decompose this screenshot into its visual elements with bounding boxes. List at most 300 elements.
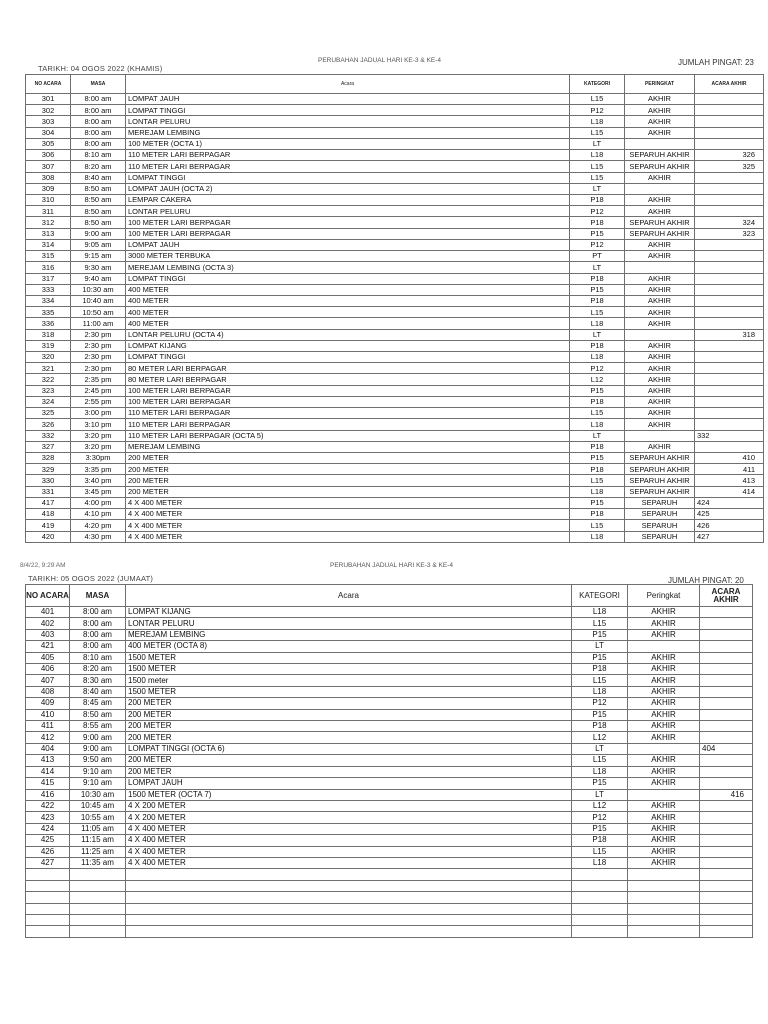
table-row	[26, 262, 764, 273]
kategori-cell	[572, 914, 628, 925]
no-acara-cell: 427	[26, 857, 70, 868]
acara-akhir-cell: 413	[695, 475, 764, 486]
kategori-cell: LT	[570, 262, 625, 273]
table-row	[26, 464, 764, 475]
peringkat-cell: AKHIR	[628, 686, 700, 697]
kategori-cell: P18	[572, 835, 628, 846]
peringkat-cell: AKHIR	[625, 127, 695, 138]
masa-cell: 8:10 am	[70, 652, 126, 663]
acara-cell: 4 X 400 METER	[126, 857, 572, 868]
kategori-cell: P12	[570, 206, 625, 217]
no-acara-cell: 409	[26, 698, 70, 709]
kategori-cell: LT	[572, 641, 628, 652]
table-row	[26, 116, 764, 127]
table-row	[26, 509, 764, 520]
peringkat-cell: AKHIR	[625, 172, 695, 183]
peringkat-cell: AKHIR	[625, 284, 695, 295]
kategori-cell: P18	[572, 664, 628, 675]
acara-cell: MEREJAM LEMBING (OCTA 3)	[126, 262, 570, 273]
masa-cell: 4:30 pm	[71, 531, 126, 542]
kategori-cell: L15	[570, 520, 625, 531]
masa-cell: 8:50 am	[71, 217, 126, 228]
acara-cell: LOMPAT TINGGI	[126, 352, 570, 363]
acara-cell: 100 METER LARI BERPAGAR	[126, 396, 570, 407]
kategori-cell: L15	[572, 675, 628, 686]
no-acara-cell: 320	[26, 352, 71, 363]
masa-cell	[70, 869, 126, 880]
masa-cell: 8:00 am	[70, 641, 126, 652]
acara-cell: LOMPAT TINGGI (OCTA 6)	[126, 743, 572, 754]
kategori-cell: L15	[570, 475, 625, 486]
peringkat-cell: AKHIR	[625, 340, 695, 351]
peringkat-cell: AKHIR	[625, 385, 695, 396]
masa-cell: 9:00 am	[71, 228, 126, 239]
table-row	[26, 150, 764, 161]
no-acara-cell: 419	[26, 520, 71, 531]
peringkat-cell: AKHIR	[625, 408, 695, 419]
masa-cell: 2:30 pm	[71, 329, 126, 340]
masa-cell: 8:40 am	[70, 686, 126, 697]
kategori-cell	[572, 926, 628, 937]
acara-cell: LONTAR PELURU (OCTA 4)	[126, 329, 570, 340]
acara-akhir-cell: 326	[695, 150, 764, 161]
kategori-cell: LT	[570, 138, 625, 149]
acara-cell: 1500 METER	[126, 652, 572, 663]
no-acara-cell: 303	[26, 116, 71, 127]
kategori-cell	[572, 903, 628, 914]
acara-akhir-cell	[695, 94, 764, 105]
page1-header-title: PERUBAHAN JADUAL HARI KE-3 & KE-4	[318, 57, 441, 64]
acara-akhir-cell	[700, 664, 753, 675]
table-row	[26, 408, 764, 419]
peringkat-cell: AKHIR	[625, 419, 695, 430]
acara-cell: LOMPAT JAUH	[126, 94, 570, 105]
masa-cell: 9:50 am	[70, 755, 126, 766]
kategori-cell: P18	[570, 217, 625, 228]
no-acara-cell: 304	[26, 127, 71, 138]
table-row	[26, 318, 764, 329]
kategori-cell: P15	[572, 823, 628, 834]
acara-akhir-cell	[700, 903, 753, 914]
col-header-acara: Acara	[126, 585, 572, 607]
kategori-cell: P12	[572, 812, 628, 823]
col-header-acara-akhir: ACARA AKHIR	[700, 585, 753, 607]
acara-akhir-cell	[695, 138, 764, 149]
peringkat-cell: AKHIR	[625, 273, 695, 284]
kategori-cell: L15	[572, 846, 628, 857]
page2-tarikh: TARIKH: 05 OGOS 2022 (JUMAAT)	[28, 574, 154, 583]
masa-cell: 8:00 am	[71, 105, 126, 116]
masa-cell: 8:55 am	[70, 721, 126, 732]
kategori-cell: P18	[570, 464, 625, 475]
acara-akhir-cell: 425	[695, 509, 764, 520]
kategori-cell: P18	[570, 340, 625, 351]
no-acara-cell: 334	[26, 295, 71, 306]
peringkat-cell: AKHIR	[625, 374, 695, 385]
no-acara-cell: 315	[26, 251, 71, 262]
peringkat-cell: AKHIR	[628, 800, 700, 811]
acara-cell: 4 X 400 METER	[126, 520, 570, 531]
masa-cell: 3:40 pm	[71, 475, 126, 486]
no-acara-cell: 325	[26, 408, 71, 419]
peringkat-cell: SEPARUH	[625, 497, 695, 508]
masa-cell: 9:10 am	[70, 766, 126, 777]
acara-akhir-cell	[700, 892, 753, 903]
acara-cell	[126, 869, 572, 880]
kategori-cell: L15	[572, 755, 628, 766]
acara-cell: LOMPAT TINGGI	[126, 105, 570, 116]
peringkat-cell	[625, 430, 695, 441]
acara-cell: 4 X 400 METER	[126, 846, 572, 857]
kategori-cell: P15	[572, 652, 628, 663]
no-acara-cell: 403	[26, 629, 70, 640]
no-acara-cell: 319	[26, 340, 71, 351]
acara-akhir-cell	[700, 675, 753, 686]
table-row	[26, 497, 764, 508]
no-acara-cell: 307	[26, 161, 71, 172]
masa-cell: 8:45 am	[70, 698, 126, 709]
acara-akhir-cell: 416	[700, 789, 753, 800]
table-row	[26, 618, 753, 629]
no-acara-cell: 336	[26, 318, 71, 329]
acara-cell: LOMPAT KIJANG	[126, 607, 572, 618]
kategori-cell: P15	[572, 709, 628, 720]
acara-akhir-cell	[695, 396, 764, 407]
peringkat-cell: AKHIR	[628, 709, 700, 720]
col-header-acara: Acara	[126, 75, 570, 94]
no-acara-cell: 420	[26, 531, 71, 542]
acara-cell: 200 METER	[126, 698, 572, 709]
acara-cell: 200 METER	[126, 721, 572, 732]
peringkat-cell: AKHIR	[625, 94, 695, 105]
table-row	[26, 273, 764, 284]
acara-akhir-cell	[700, 709, 753, 720]
masa-cell: 9:00 am	[70, 732, 126, 743]
acara-akhir-cell	[700, 926, 753, 937]
acara-cell: 80 METER LARI BERPAGAR	[126, 374, 570, 385]
peringkat-cell: AKHIR	[625, 206, 695, 217]
col-header-kategori: KATEGORI	[572, 585, 628, 607]
acara-akhir-cell	[700, 698, 753, 709]
table-row	[26, 641, 753, 652]
peringkat-cell: AKHIR	[625, 352, 695, 363]
no-acara-cell: 314	[26, 239, 71, 250]
peringkat-cell: AKHIR	[625, 194, 695, 205]
peringkat-cell: SEPARUH AKHIR	[625, 464, 695, 475]
peringkat-cell: SEPARUH AKHIR	[625, 453, 695, 464]
masa-cell: 3:45 pm	[71, 486, 126, 497]
acara-cell: 200 METER	[126, 766, 572, 777]
acara-akhir-cell	[700, 812, 753, 823]
peringkat-cell: AKHIR	[628, 664, 700, 675]
acara-akhir-cell	[695, 352, 764, 363]
no-acara-cell: 326	[26, 419, 71, 430]
kategori-cell: LT	[572, 743, 628, 754]
acara-cell	[126, 914, 572, 925]
acara-akhir-cell	[700, 607, 753, 618]
masa-cell: 8:50 am	[71, 194, 126, 205]
acara-cell	[126, 892, 572, 903]
acara-cell: 110 METER LARI BERPAGAR	[126, 408, 570, 419]
masa-cell: 9:05 am	[71, 239, 126, 250]
masa-cell: 8:00 am	[71, 127, 126, 138]
no-acara-cell: 331	[26, 486, 71, 497]
acara-akhir-cell	[695, 441, 764, 452]
table-row	[26, 138, 764, 149]
no-acara-cell: 330	[26, 475, 71, 486]
acara-akhir-cell	[700, 914, 753, 925]
peringkat-cell: AKHIR	[625, 307, 695, 318]
table-row	[26, 419, 764, 430]
kategori-cell: LT	[572, 789, 628, 800]
acara-cell: 400 METER (OCTA 8)	[126, 641, 572, 652]
acara-akhir-cell: 332	[695, 430, 764, 441]
masa-cell: 10:30 am	[71, 284, 126, 295]
peringkat-cell: SEPARUH AKHIR	[625, 150, 695, 161]
no-acara-cell: 333	[26, 284, 71, 295]
masa-cell: 3:30pm	[71, 453, 126, 464]
table-header-row	[26, 75, 764, 94]
masa-cell: 9:40 am	[71, 273, 126, 284]
no-acara-cell: 407	[26, 675, 70, 686]
masa-cell: 8:00 am	[71, 94, 126, 105]
acara-cell: 100 METER (OCTA 1)	[126, 138, 570, 149]
peringkat-cell: AKHIR	[625, 295, 695, 306]
peringkat-cell: AKHIR	[625, 105, 695, 116]
col-header-peringkat: PERINGKAT	[625, 75, 695, 94]
peringkat-cell: AKHIR	[628, 675, 700, 686]
masa-cell: 3:10 pm	[71, 419, 126, 430]
kategori-cell: L18	[572, 857, 628, 868]
peringkat-cell: AKHIR	[628, 778, 700, 789]
acara-cell: MEREJAM LEMBING	[126, 441, 570, 452]
peringkat-cell: SEPARUH	[625, 520, 695, 531]
no-acara-cell: 422	[26, 800, 70, 811]
no-acara-cell: 311	[26, 206, 71, 217]
masa-cell: 8:00 am	[71, 116, 126, 127]
kategori-cell: P18	[570, 396, 625, 407]
masa-cell: 8:00 am	[70, 618, 126, 629]
masa-cell: 11:35 am	[70, 857, 126, 868]
acara-cell: LOMPAT JAUH (OCTA 2)	[126, 183, 570, 194]
peringkat-cell: AKHIR	[628, 721, 700, 732]
table-row	[26, 486, 764, 497]
masa-cell: 2:45 pm	[71, 385, 126, 396]
masa-cell	[70, 903, 126, 914]
acara-akhir-cell	[695, 127, 764, 138]
acara-akhir-cell	[695, 273, 764, 284]
masa-cell: 9:00 am	[70, 743, 126, 754]
peringkat-cell: AKHIR	[628, 629, 700, 640]
table-row	[26, 857, 753, 868]
acara-cell: LOMPAT KIJANG	[126, 340, 570, 351]
peringkat-cell: AKHIR	[628, 766, 700, 777]
acara-cell: 200 METER	[126, 732, 572, 743]
no-acara-cell: 421	[26, 641, 70, 652]
table-row	[26, 732, 753, 743]
kategori-cell: L18	[570, 318, 625, 329]
table-row	[26, 441, 764, 452]
acara-akhir-cell	[700, 880, 753, 891]
no-acara-cell: 321	[26, 363, 71, 374]
peringkat-cell: SEPARUH AKHIR	[625, 161, 695, 172]
acara-cell: 4 X 400 METER	[126, 835, 572, 846]
acara-akhir-cell	[700, 778, 753, 789]
kategori-cell: L12	[572, 800, 628, 811]
peringkat-cell: AKHIR	[625, 396, 695, 407]
acara-cell: 80 METER LARI BERPAGAR	[126, 363, 570, 374]
masa-cell: 8:00 am	[70, 607, 126, 618]
masa-cell: 2:30 pm	[71, 352, 126, 363]
kategori-cell: P15	[572, 629, 628, 640]
table-row	[26, 105, 764, 116]
table-row	[26, 385, 764, 396]
acara-akhir-cell	[695, 419, 764, 430]
table-row	[26, 352, 764, 363]
masa-cell: 2:35 pm	[71, 374, 126, 385]
table-row	[26, 892, 753, 903]
table-row	[26, 755, 753, 766]
peringkat-cell: AKHIR	[628, 732, 700, 743]
table-row	[26, 743, 753, 754]
table-row	[26, 127, 764, 138]
table-row	[26, 396, 764, 407]
acara-cell: LONTAR PELURU	[126, 116, 570, 127]
no-acara-cell: 417	[26, 497, 71, 508]
no-acara-cell: 313	[26, 228, 71, 239]
table-row	[26, 926, 753, 937]
acara-cell: 4 X 400 METER	[126, 497, 570, 508]
kategori-cell: L18	[572, 686, 628, 697]
kategori-cell: P18	[570, 194, 625, 205]
peringkat-cell: AKHIR	[625, 441, 695, 452]
kategori-cell: L18	[570, 486, 625, 497]
kategori-cell: L18	[570, 116, 625, 127]
no-acara-cell: 323	[26, 385, 71, 396]
acara-cell	[126, 926, 572, 937]
acara-cell: 4 X 400 METER	[126, 509, 570, 520]
table-row	[26, 172, 764, 183]
acara-akhir-cell	[700, 846, 753, 857]
col-header-no-acara: NO ACARA	[26, 585, 70, 607]
kategori-cell: L12	[570, 374, 625, 385]
table-row	[26, 363, 764, 374]
peringkat-cell: SEPARUH AKHIR	[625, 475, 695, 486]
acara-cell: 4 X 200 METER	[126, 800, 572, 811]
acara-akhir-cell	[695, 206, 764, 217]
kategori-cell: P12	[570, 363, 625, 374]
table-row	[26, 823, 753, 834]
peringkat-cell	[628, 789, 700, 800]
acara-cell: 400 METER	[126, 295, 570, 306]
table-row	[26, 430, 764, 441]
no-acara-cell: 310	[26, 194, 71, 205]
no-acara-cell: 402	[26, 618, 70, 629]
peringkat-cell	[625, 138, 695, 149]
table-row	[26, 228, 764, 239]
peringkat-cell: SEPARUH	[625, 531, 695, 542]
table-row	[26, 721, 753, 732]
table-row	[26, 652, 753, 663]
acara-akhir-cell	[700, 732, 753, 743]
no-acara-cell: 329	[26, 464, 71, 475]
masa-cell: 4:20 pm	[71, 520, 126, 531]
peringkat-cell: AKHIR	[628, 618, 700, 629]
acara-akhir-cell: 325	[695, 161, 764, 172]
masa-cell: 11:25 am	[70, 846, 126, 857]
acara-cell: 200 METER	[126, 486, 570, 497]
acara-cell: 100 METER LARI BERPAGAR	[126, 228, 570, 239]
kategori-cell: P15	[572, 778, 628, 789]
kategori-cell: P12	[570, 239, 625, 250]
acara-akhir-cell: 427	[695, 531, 764, 542]
acara-akhir-cell: 414	[695, 486, 764, 497]
no-acara-cell: 301	[26, 94, 71, 105]
masa-cell: 9:15 am	[71, 251, 126, 262]
table-row	[26, 307, 764, 318]
table-row	[26, 789, 753, 800]
acara-akhir-cell	[695, 363, 764, 374]
col-header-peringkat: Peringkat	[628, 585, 700, 607]
masa-cell: 10:30 am	[70, 789, 126, 800]
no-acara-cell	[26, 869, 70, 880]
acara-akhir-cell	[695, 374, 764, 385]
acara-akhir-cell	[695, 284, 764, 295]
kategori-cell	[572, 869, 628, 880]
peringkat-cell: AKHIR	[628, 698, 700, 709]
acara-akhir-cell	[695, 194, 764, 205]
table-row	[26, 295, 764, 306]
acara-akhir-cell	[695, 295, 764, 306]
acara-cell: 110 METER LARI BERPAGAR	[126, 150, 570, 161]
acara-akhir-cell: 404	[700, 743, 753, 754]
masa-cell: 8:50 am	[70, 709, 126, 720]
peringkat-cell	[628, 641, 700, 652]
kategori-cell: L15	[570, 408, 625, 419]
peringkat-cell: AKHIR	[625, 239, 695, 250]
no-acara-cell	[26, 914, 70, 925]
acara-akhir-cell: 318	[695, 329, 764, 340]
peringkat-cell: AKHIR	[628, 846, 700, 857]
acara-cell: 400 METER	[126, 307, 570, 318]
no-acara-cell	[26, 880, 70, 891]
table-row	[26, 835, 753, 846]
table-row	[26, 812, 753, 823]
acara-akhir-cell	[695, 307, 764, 318]
no-acara-cell	[26, 892, 70, 903]
acara-cell: 200 METER	[126, 755, 572, 766]
table-row	[26, 800, 753, 811]
table-row	[26, 475, 764, 486]
masa-cell: 2:30 pm	[71, 363, 126, 374]
kategori-cell: P12	[572, 698, 628, 709]
table-row	[26, 239, 764, 250]
table-row	[26, 284, 764, 295]
acara-akhir-cell	[695, 385, 764, 396]
no-acara-cell: 332	[26, 430, 71, 441]
kategori-cell: LT	[570, 430, 625, 441]
table-row	[26, 251, 764, 262]
acara-cell	[126, 903, 572, 914]
table-row	[26, 664, 753, 675]
table-row	[26, 183, 764, 194]
kategori-cell	[572, 892, 628, 903]
peringkat-cell: SEPARUH	[625, 509, 695, 520]
no-acara-cell: 406	[26, 664, 70, 675]
col-header-no-acara: NO ACARA	[26, 75, 71, 94]
acara-akhir-cell	[700, 766, 753, 777]
masa-cell: 11:15 am	[70, 835, 126, 846]
